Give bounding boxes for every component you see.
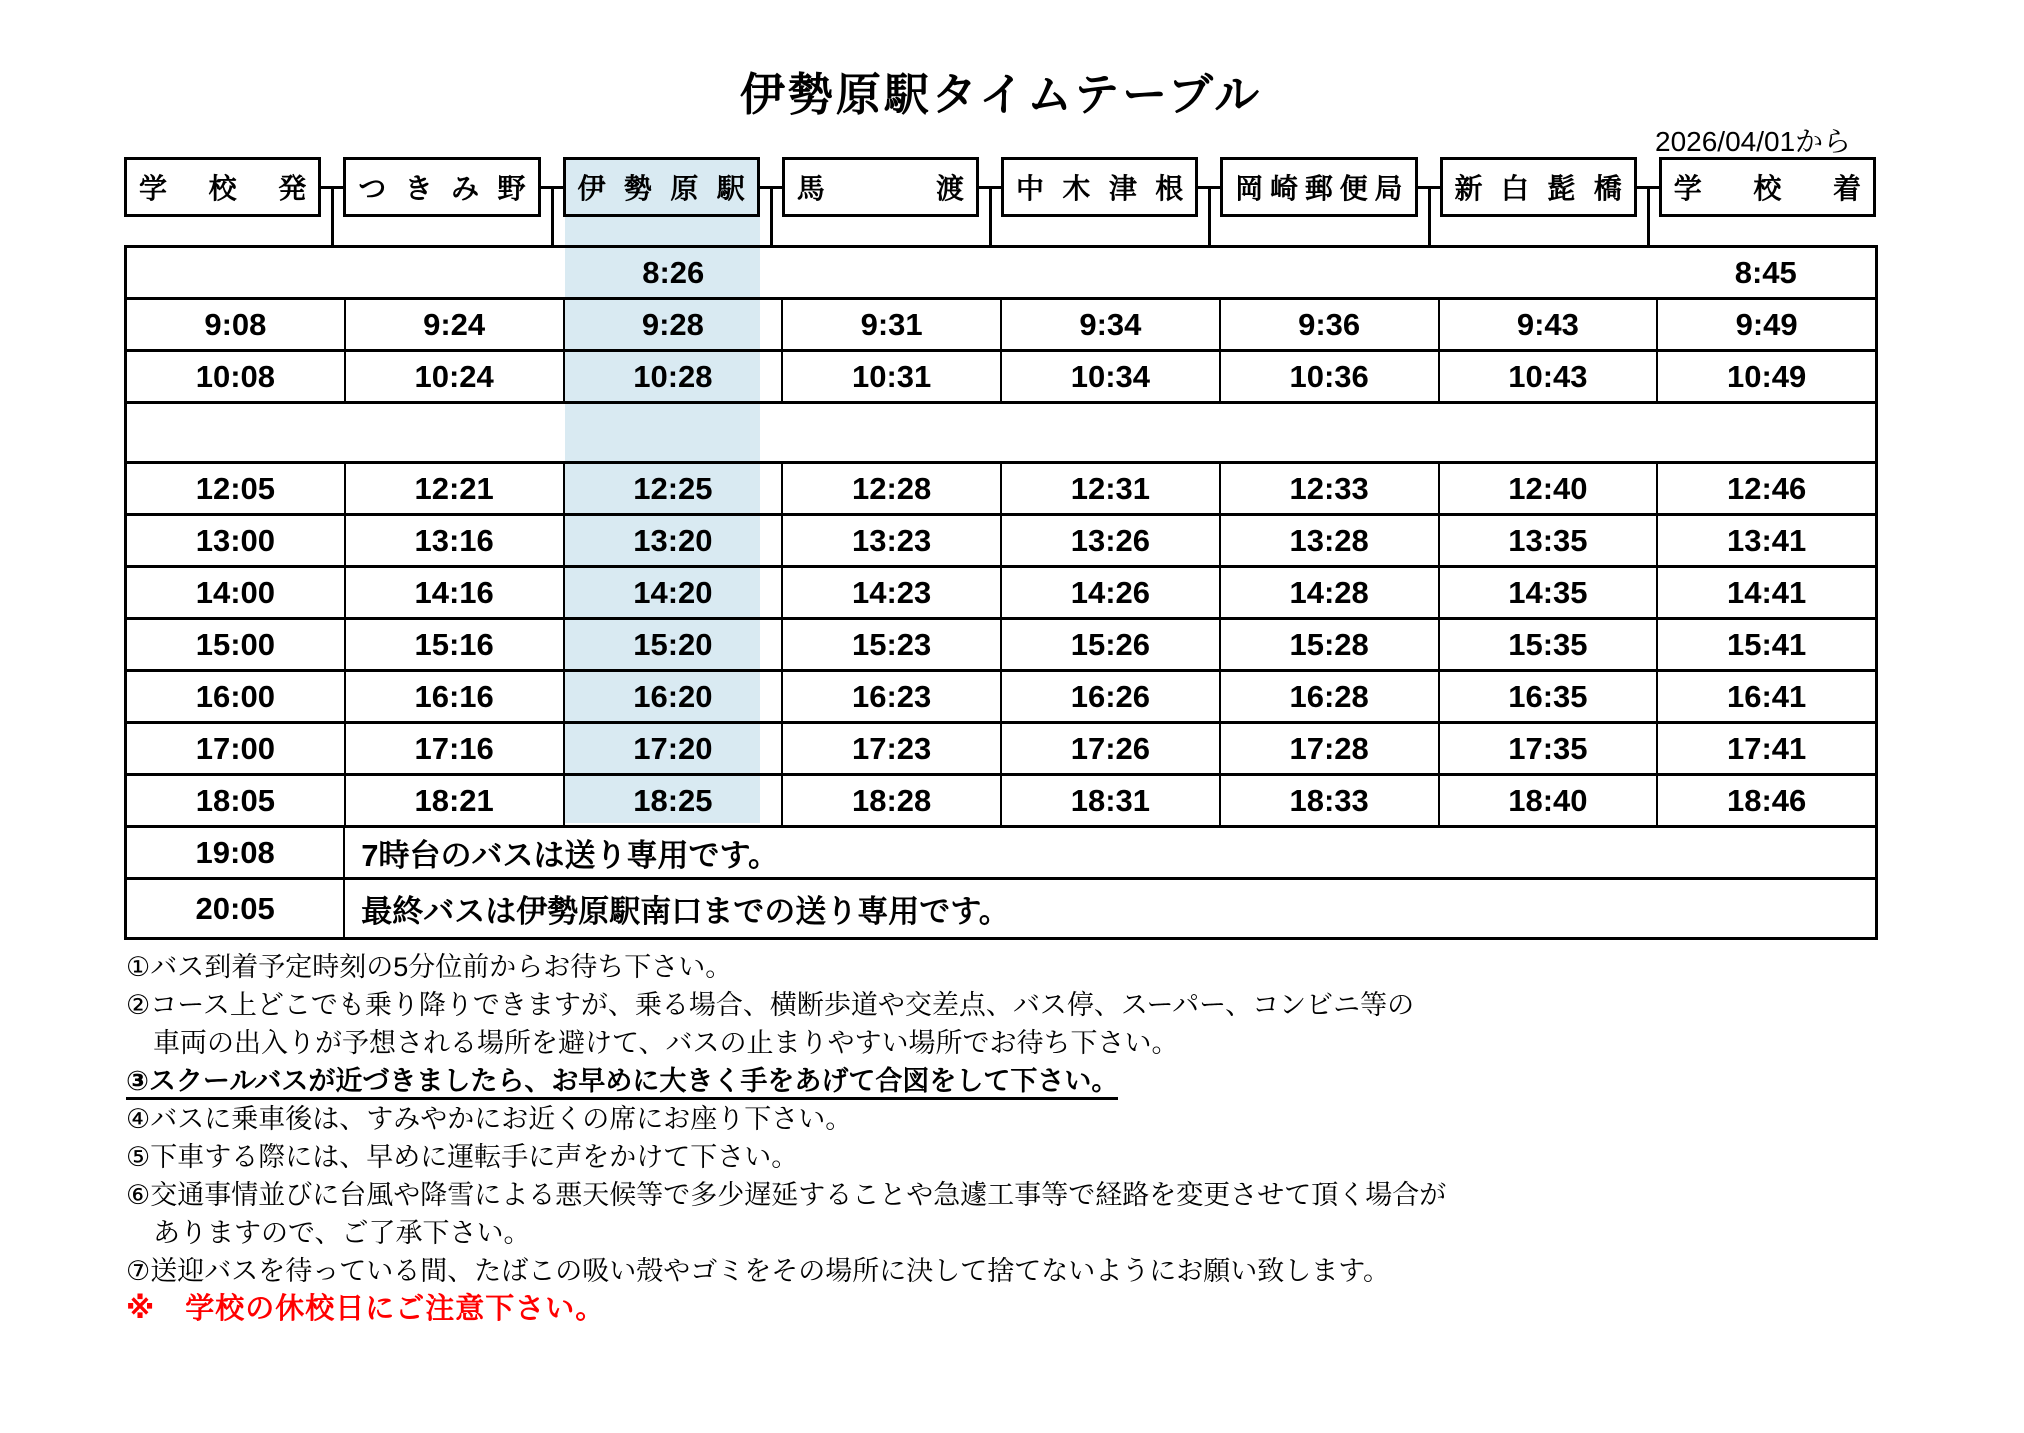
time-cell: 14:28 (1221, 568, 1440, 617)
note-line (126, 1214, 1446, 1252)
table-row (127, 352, 1875, 404)
time-cell: 12:28 (783, 464, 1002, 513)
table-row (127, 404, 1875, 464)
station-label: 中木津根 (1016, 173, 1184, 204)
table-row (127, 248, 1875, 300)
time-cell: 12:33 (1221, 464, 1440, 513)
time-cell: 9:31 (783, 300, 1002, 349)
note-line (126, 1100, 1446, 1138)
page-title: 伊勢原駅タイムテーブル (739, 69, 1263, 120)
note-text: ①バス到着予定時刻の5分位前からお待ち下さい。 (126, 952, 733, 982)
time-cell: 9:43 (1440, 300, 1659, 349)
note-text: ありますので、ご了承下さい。 (126, 1218, 531, 1248)
note-line (126, 1176, 1446, 1214)
time-cell: 9:28 (565, 300, 784, 349)
time-cell: 9:36 (1221, 300, 1440, 349)
station-header-cell-okazaki-post-office (1220, 157, 1439, 217)
time-cell (346, 248, 565, 297)
time-cell: 16:16 (346, 672, 565, 721)
time-cell: 9:08 (127, 300, 346, 349)
time-cell: 8:26 (642, 254, 705, 290)
time-cell: 8:45 (1734, 254, 1797, 290)
station-header-cell-nakakizune (1001, 157, 1220, 217)
time-cell: 9:49 (1735, 306, 1798, 342)
time-cell: 17:35 (1440, 724, 1659, 773)
time-cell: 10:28 (565, 352, 784, 401)
time-cell: 16:28 (1221, 672, 1440, 721)
note-line (126, 986, 1446, 1024)
header-drop-line (1208, 186, 1211, 245)
table-row (127, 464, 1875, 516)
note-line (126, 1138, 1446, 1176)
time-cell: 15:16 (346, 620, 565, 669)
table-row (127, 300, 1875, 352)
time-cell: 16:23 (783, 672, 1002, 721)
time-cell: 15:26 (1002, 620, 1221, 669)
time-cell: 16:00 (127, 672, 346, 721)
station-label: 新白髭橋 (1454, 173, 1622, 204)
table-row (127, 724, 1875, 776)
time-cell: 18:33 (1221, 776, 1440, 825)
table-row (127, 776, 1875, 828)
station-box-school-arrival (1659, 157, 1876, 217)
effective-date: 2026/04/01から (1655, 126, 1852, 157)
station-header-cell-school-arrival (1659, 157, 1878, 217)
time-cell: 10:36 (1221, 352, 1440, 401)
station-box-isehara-station (563, 157, 760, 217)
time-cell: 13:26 (1002, 516, 1221, 565)
time-cell: 14:00 (127, 568, 346, 617)
time-cell (783, 248, 1002, 297)
station-label: 岡崎郵便局 (1235, 173, 1403, 204)
station-box-tsukimino (343, 157, 540, 217)
time-cell: 10:34 (1002, 352, 1221, 401)
note-text: ⑥交通事情並びに台風や降雪による悪天候等で多少遅延することや急遽工事等で経路を変更させて頂く場合が (126, 1180, 1447, 1210)
header-drop-line (1647, 186, 1650, 245)
time-cell: 18:46 (1726, 782, 1807, 818)
time-cell: 10:43 (1440, 352, 1659, 401)
station-label: つきみ野 (358, 173, 526, 204)
time-cell: 17:28 (1221, 724, 1440, 773)
time-cell: 9:34 (1002, 300, 1221, 349)
notes-section (126, 948, 1446, 1328)
note-line (126, 1252, 1446, 1290)
station-box-okazaki-post-office (1220, 157, 1417, 217)
header-drop-line (989, 186, 992, 245)
note-text: ②コース上どこでも乗り降りできますが、乗る場合、横断歩道や交差点、バス停、スーパー、コンビニ等の (126, 990, 1415, 1020)
time-cell: 15:41 (1726, 626, 1807, 662)
time-cell: 13:16 (346, 516, 565, 565)
time-cell: 12:46 (1726, 470, 1807, 506)
timetable-body (124, 245, 1878, 940)
time-cell: 13:41 (1726, 522, 1807, 558)
station-header-cell-school-departure (124, 157, 343, 217)
note-text: ※ 学校の休校日にご注意下さい。 (126, 1293, 606, 1325)
time-cell: 14:20 (565, 568, 784, 617)
table-row (127, 672, 1875, 724)
time-cell (127, 248, 346, 297)
time-cell: 13:35 (1440, 516, 1659, 565)
time-cell: 14:23 (783, 568, 1002, 617)
time-cell: 13:28 (1221, 516, 1440, 565)
time-cell: 18:40 (1440, 776, 1659, 825)
row-note: 7時台のバスは送り専用です。 (361, 838, 780, 873)
note-line (126, 948, 1446, 986)
time-cell: 16:20 (565, 672, 784, 721)
station-label: 伊勢原駅 (577, 173, 745, 204)
station-header-cell-tsukimino (343, 157, 562, 217)
time-cell: 14:16 (346, 568, 565, 617)
time-cell: 10:08 (127, 352, 346, 401)
table-row (127, 620, 1875, 672)
time-cell: 18:05 (127, 776, 346, 825)
station-label: 馬渡 (796, 173, 964, 204)
note-text: ③スクールバスが近づきましたら、お早めに大きく手をあげて合図をして下さい。 (126, 1066, 1118, 1100)
time-cell: 16:26 (1002, 672, 1221, 721)
station-box-shin-shirahige-bashi (1440, 157, 1637, 217)
header-drop-line (551, 186, 554, 245)
table-row (127, 568, 1875, 620)
table-row (127, 828, 1875, 880)
time-cell (1001, 248, 1220, 297)
time-cell: 17:00 (127, 724, 346, 773)
time-cell: 17:23 (783, 724, 1002, 773)
time-cell: 15:28 (1221, 620, 1440, 669)
station-header-area (124, 157, 1878, 245)
time-cell: 18:28 (783, 776, 1002, 825)
station-box-nakakizune (1001, 157, 1198, 217)
time-cell: 19:08 (127, 828, 345, 877)
time-cell: 18:21 (346, 776, 565, 825)
header-drop-line (331, 186, 334, 245)
note-text: ④バスに乗車後は、すみやかにお近くの席にお座り下さい。 (126, 1104, 853, 1134)
time-cell: 12:25 (565, 464, 784, 513)
station-box-school-departure (124, 157, 321, 217)
station-box-mawatari (782, 157, 979, 217)
time-cell: 10:24 (346, 352, 565, 401)
time-cell: 15:35 (1440, 620, 1659, 669)
table-row (127, 880, 1875, 937)
time-cell: 10:31 (783, 352, 1002, 401)
station-label: 学校発 (139, 173, 307, 204)
note-line (126, 1062, 1446, 1100)
time-cell: 20:05 (127, 880, 345, 937)
time-cell: 14:41 (1726, 574, 1807, 610)
time-cell: 16:35 (1440, 672, 1659, 721)
note-line (126, 1024, 1446, 1062)
header-drop-line (1428, 186, 1431, 245)
time-cell: 12:31 (1002, 464, 1221, 513)
table-row (127, 516, 1875, 568)
note-text: ⑤下車する際には、早めに運転手に声をかけて下さい。 (126, 1142, 799, 1172)
time-cell: 16:41 (1726, 678, 1807, 714)
station-header-row (124, 157, 1878, 217)
time-cell: 12:40 (1440, 464, 1659, 513)
time-cell: 15:00 (127, 620, 346, 669)
note-line (126, 1290, 1446, 1328)
time-cell: 18:25 (565, 776, 784, 825)
station-header-cell-mawatari (782, 157, 1001, 217)
time-cell: 15:23 (783, 620, 1002, 669)
time-cell: 14:26 (1002, 568, 1221, 617)
time-cell: 13:20 (565, 516, 784, 565)
time-cell: 13:23 (783, 516, 1002, 565)
header-drop-line (770, 186, 773, 245)
station-header-cell-isehara-station (563, 157, 782, 217)
note-text: 車両の出入りが予想される場所を避けて、バスの止まりやすい場所でお待ち下さい。 (126, 1028, 1179, 1058)
timetable (124, 157, 1878, 940)
time-cell: 18:31 (1002, 776, 1221, 825)
time-cell: 17:20 (565, 724, 784, 773)
time-cell: 9:24 (346, 300, 565, 349)
time-cell: 17:26 (1002, 724, 1221, 773)
time-cell: 17:16 (346, 724, 565, 773)
station-header-cell-shin-shirahige-bashi (1440, 157, 1659, 217)
row-note: 最終バスは伊勢原駅南口までの送り専用です。 (361, 894, 1010, 929)
time-cell: 14:35 (1440, 568, 1659, 617)
time-cell: 10:49 (1726, 358, 1807, 394)
note-text: ⑦送迎バスを待っている間、たばこの吸い殻やゴミをその場所に決して捨てないようにお願い致します。 (126, 1256, 1391, 1286)
time-cell (1220, 248, 1439, 297)
time-cell: 15:20 (565, 620, 784, 669)
time-cell: 17:41 (1726, 730, 1807, 766)
time-cell: 12:21 (346, 464, 565, 513)
time-cell (1438, 248, 1657, 297)
time-cell: 12:05 (127, 464, 346, 513)
station-label: 学校着 (1673, 173, 1861, 204)
time-cell: 13:00 (127, 516, 346, 565)
